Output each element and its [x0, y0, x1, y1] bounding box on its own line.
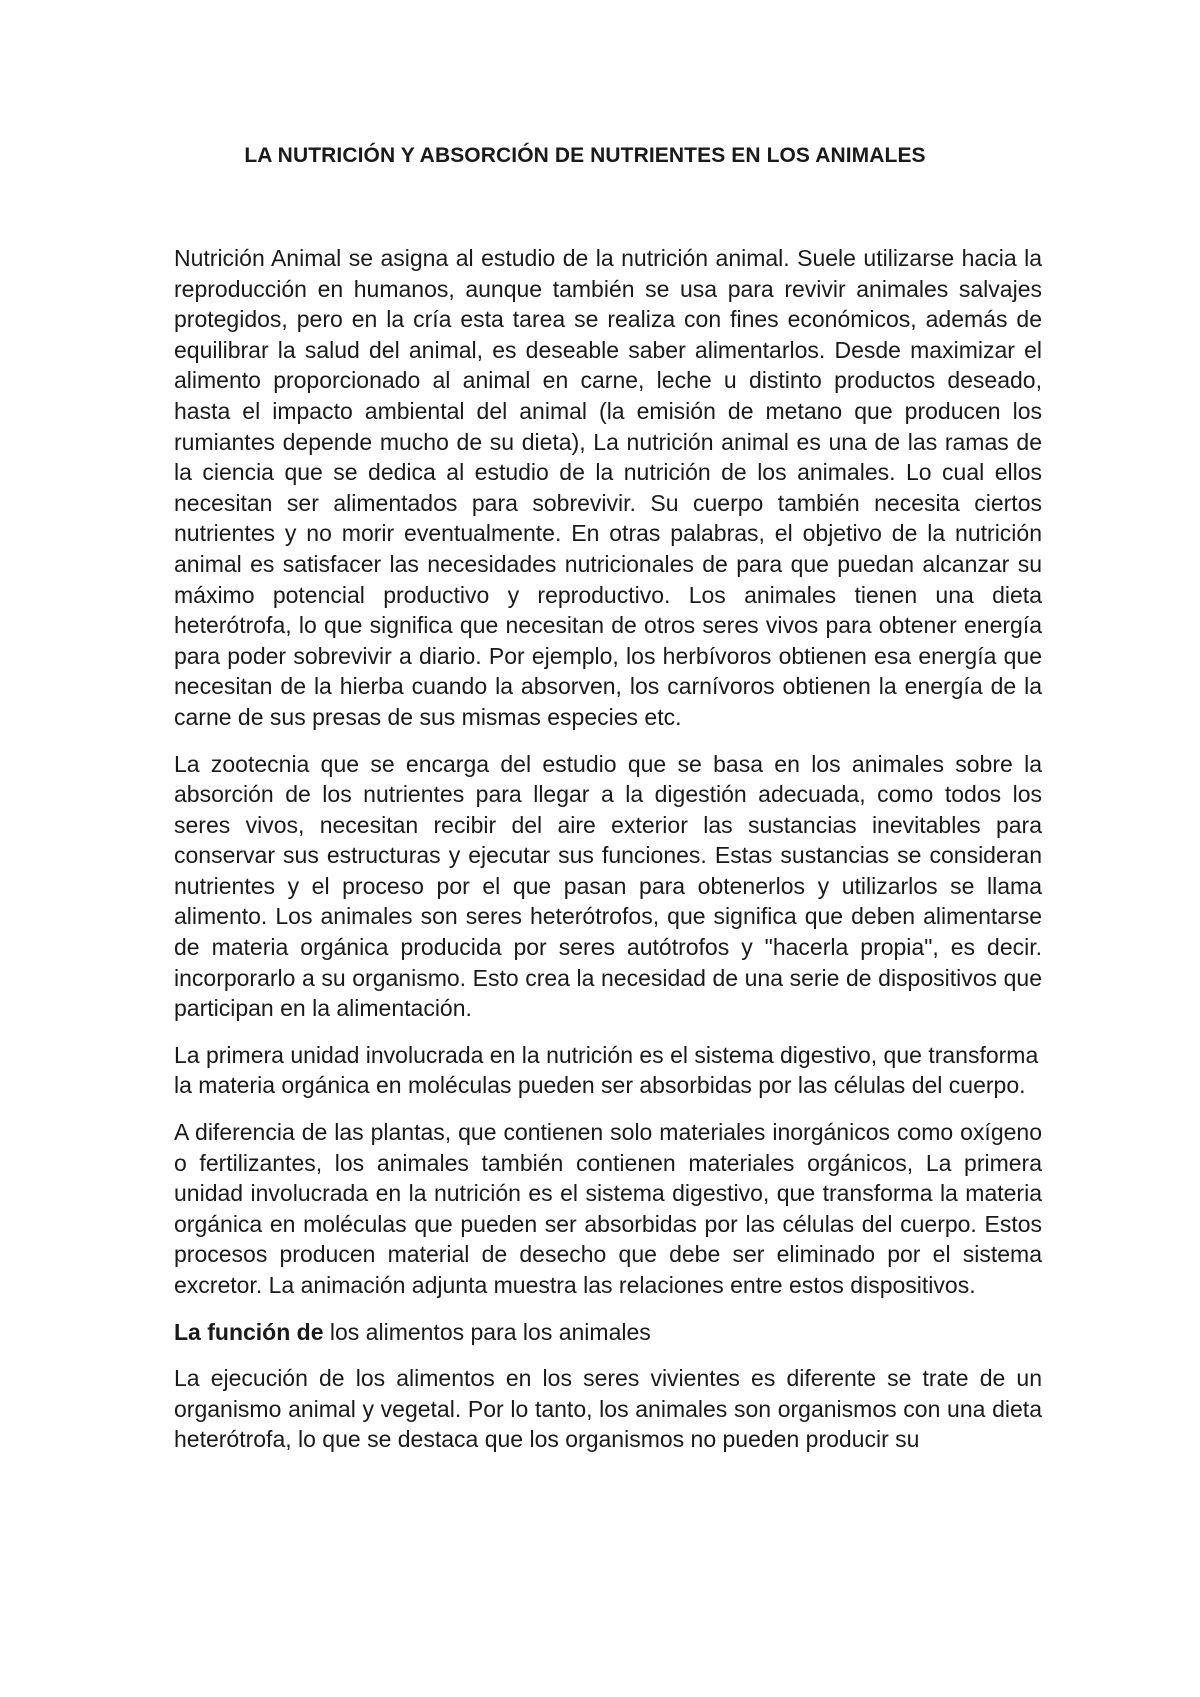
paragraph-nutricion-animal: Nutrición Animal se asigna al estudio de la nutrición animal. Suele utilizarse hacia la reproducción en humanos, aunque también se usa para revivir animales salvajes protegidos, pero en la cría esta tarea se realiza con fines económicos, además de equilibrar la salud del animal, es deseable saber alimentarlos. Desde maximizar el alimento proporcionado al animal en carne, leche u distinto productos deseado, hasta el impacto ambiental del animal (la emisión de metano que producen los rumiantes depende mucho de su dieta), La nutrición animal es una de las ramas de la ciencia que se dedica al estudio de la nutrición de los animales. Lo cual ellos necesitan ser alimentados para sobrevivir. Su cuerpo también necesita ciertos nutrientes y no morir eventualmente. En otras palabras, el objetivo de la nutrición animal es satisfacer las necesidades nutricionales de para que puedan alcanzar su máximo potencial productivo y reproductivo. Los animales tienen una dieta heterótrofa, lo que significa que necesitan de otros seres vivos para obtener energía para poder sobrevivir a diario. Por ejemplo, los herbívoros obtienen esa energía que necesitan de la hierba cuando la absorven, los carnívoros obtienen la energía de la carne de sus presas de sus mismas especies etc. — [174, 245, 1042, 730]
document-title: LA NUTRICIÓN Y ABSORCIÓN DE NUTRIENTES EN LOS ANIMALES — [244, 144, 926, 167]
section-heading-bold: La función de — [174, 1318, 324, 1345]
paragraph-zootecnia: La zootecnia que se encarga del estudio que se basa en los animales sobre la absorción de los nutrientes para llegar a la digestión adecuada, como todos los seres vivos, necesitan recibir del aire exterior las sustancias inevitables para conservar sus estructuras y ejecutar sus funciones. Estas sustancias se consideran nutrientes y el proceso por el que pasan para obtenerlos y utilizarlos se llama alimento. Los animales son seres heterótrofos, que significa que deben alimentarse de materia orgánica producida por seres autótrofos y "hacerla propia", es decir. incorporarlo a su organismo. Esto crea la necesidad de una serie de dispositivos que participan en la alimentación. — [174, 750, 1042, 1022]
paragraph-primera-unidad: La primera unidad involucrada en la nutrición es el sistema digestivo, que transforma la materia orgánica en moléculas pueden ser absorbidas por las células del cuerpo. — [174, 1041, 1039, 1099]
section-heading — [174, 1317, 1042, 1348]
section-heading-regular: los alimentos para los animales — [323, 1318, 651, 1345]
paragraph-ejecucion-alimentos: La ejecución de los alimentos en los seres vivientes es diferente se trate de un organismo animal y vegetal. Por lo tanto, los animales son organismos con una dieta heterótrofa, lo que se destaca que los organismos no pueden producir su — [174, 1365, 1042, 1453]
paragraph-diferencia-plantas: A diferencia de las plantas, que contienen solo materiales inorgánicos como oxígeno o fertilizantes, los animales también contienen materiales orgánicos, La primera unidad involucrada en la nutrición es el sistema digestivo, que transforma la materia orgánica en moléculas que pueden ser absorbidas por las células del cuerpo. Estos procesos producen material de desecho que debe ser eliminado por el sistema excretor. La animación adjunta muestra las relaciones entre estos dispositivos. — [174, 1119, 1042, 1298]
document-body — [174, 243, 1042, 1471]
